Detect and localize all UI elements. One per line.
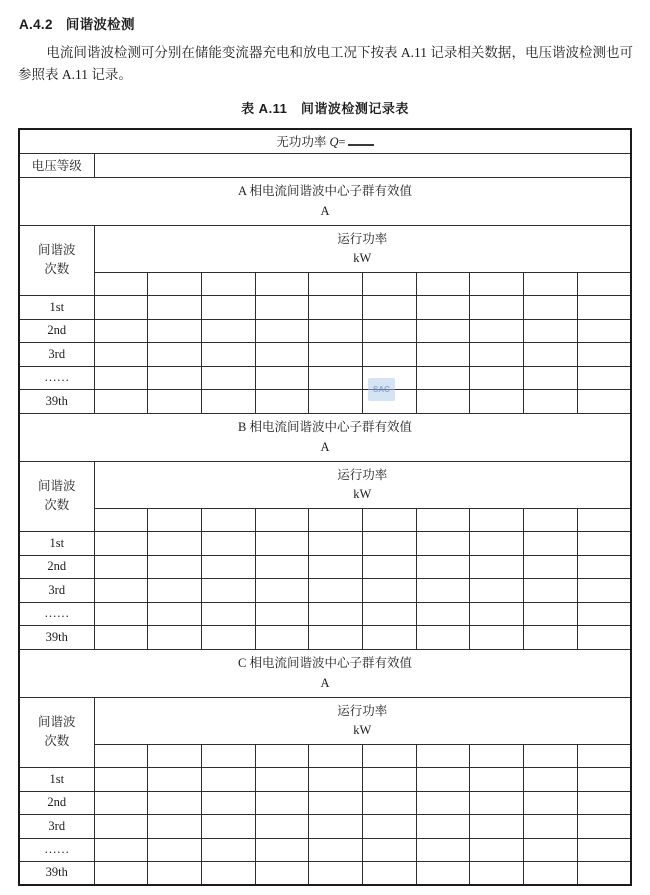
data-cell (524, 319, 578, 342)
power-value-row (19, 272, 631, 295)
power-value-cell (148, 744, 202, 767)
data-cell (148, 814, 202, 838)
data-cell (148, 555, 202, 578)
data-cell (524, 861, 578, 885)
operating-power-header: 运行功率 kW (94, 461, 631, 508)
data-cell (94, 861, 148, 885)
order-label: 39th (19, 625, 94, 649)
data-cell (94, 389, 148, 413)
power-value-cell (255, 508, 309, 531)
data-cell (255, 389, 309, 413)
data-cell (94, 625, 148, 649)
interharmonic-order-header: 间谐波 次数 (19, 697, 94, 767)
phase-c-header-row (19, 649, 631, 697)
data-cell (577, 861, 631, 885)
data-cell (148, 861, 202, 885)
body-paragraph: 电流间谐波检测可分别在储能变流器充电和放电工况下按表 A.11 记录相关数据，电压谐波检测也可参照表 A.11 记录。 (18, 45, 633, 82)
data-cell (470, 602, 524, 625)
data-cell (94, 319, 148, 342)
data-cell (309, 366, 363, 389)
data-cell (309, 555, 363, 578)
phase-a-header-row (19, 177, 631, 225)
voltage-level-value-cell (94, 153, 631, 177)
power-value-cell (362, 508, 416, 531)
data-cell (309, 838, 363, 861)
data-cell (470, 366, 524, 389)
power-value-cell (577, 508, 631, 531)
data-cell (148, 295, 202, 319)
operating-power-header: 运行功率 kW (94, 697, 631, 744)
data-cell (416, 625, 470, 649)
data-cell (309, 319, 363, 342)
data-cell (577, 767, 631, 791)
data-cell (416, 295, 470, 319)
data-cell (148, 602, 202, 625)
data-cell (255, 555, 309, 578)
power-value-cell (309, 272, 363, 295)
order-label: …… (19, 366, 94, 389)
data-cell (201, 625, 255, 649)
order-data-row (19, 578, 631, 602)
data-cell (148, 578, 202, 602)
voltage-level-row (19, 153, 631, 177)
data-cell (201, 791, 255, 814)
data-cell (416, 319, 470, 342)
data-cell (577, 602, 631, 625)
power-value-cell (362, 272, 416, 295)
data-cell (577, 389, 631, 413)
data-cell (309, 295, 363, 319)
data-cell (94, 295, 148, 319)
data-cell (524, 838, 578, 861)
data-cell (362, 861, 416, 885)
power-value-cell (309, 508, 363, 531)
data-cell (362, 767, 416, 791)
equals-sign: = (338, 135, 346, 150)
power-value-cell (201, 508, 255, 531)
power-value-cell (470, 508, 524, 531)
data-cell (362, 342, 416, 366)
power-value-cell (94, 508, 148, 531)
data-cell (201, 342, 255, 366)
data-cell (255, 319, 309, 342)
power-value-cell (362, 744, 416, 767)
data-cell (255, 531, 309, 555)
data-cell (524, 625, 578, 649)
data-cell (524, 814, 578, 838)
power-header-row (19, 461, 631, 508)
power-value-cell (148, 508, 202, 531)
data-cell (416, 791, 470, 814)
reactive-power-label: 无功功率 (276, 135, 327, 150)
order-label: …… (19, 838, 94, 861)
data-cell (201, 319, 255, 342)
data-cell (524, 602, 578, 625)
data-cell (201, 767, 255, 791)
section-heading-title: 间谐波检测 (65, 17, 135, 32)
data-cell (362, 319, 416, 342)
power-value-cell (148, 272, 202, 295)
order-data-row (19, 838, 631, 861)
power-value-cell (524, 272, 578, 295)
power-value-cell (255, 272, 309, 295)
record-table (18, 128, 632, 886)
data-cell (201, 838, 255, 861)
data-cell (148, 319, 202, 342)
data-cell (524, 791, 578, 814)
power-value-row (19, 744, 631, 767)
power-header-row (19, 697, 631, 744)
data-cell (577, 791, 631, 814)
data-cell (577, 531, 631, 555)
order-label: 1st (19, 531, 94, 555)
order-data-row (19, 531, 631, 555)
data-cell (362, 791, 416, 814)
power-value-cell (524, 508, 578, 531)
data-cell (416, 555, 470, 578)
power-header-row (19, 225, 631, 272)
data-cell (94, 366, 148, 389)
data-cell (362, 602, 416, 625)
data-cell (524, 342, 578, 366)
data-cell (309, 767, 363, 791)
data-cell (577, 319, 631, 342)
order-data-row (19, 295, 631, 319)
data-cell (309, 342, 363, 366)
reactive-power-row (19, 129, 631, 153)
power-value-cell (416, 272, 470, 295)
data-cell (577, 295, 631, 319)
data-cell (255, 767, 309, 791)
data-cell (470, 814, 524, 838)
power-value-cell (94, 744, 148, 767)
data-cell (470, 531, 524, 555)
data-cell (94, 814, 148, 838)
data-cell (148, 791, 202, 814)
table-caption: 表 A.11 间谐波检测记录表 (241, 101, 409, 116)
data-cell (470, 838, 524, 861)
data-cell (524, 295, 578, 319)
order-label: …… (19, 602, 94, 625)
data-cell (255, 295, 309, 319)
data-cell (362, 814, 416, 838)
order-label: 2nd (19, 319, 94, 342)
data-cell (416, 814, 470, 838)
data-cell (416, 767, 470, 791)
phase-c-section-header: C 相电流间谐波中心子群有效值 A (19, 649, 631, 697)
data-cell (148, 342, 202, 366)
interharmonic-order-header: 间谐波 次数 (19, 461, 94, 531)
power-value-cell (255, 744, 309, 767)
data-cell (470, 295, 524, 319)
data-cell (470, 578, 524, 602)
data-cell (94, 791, 148, 814)
data-cell (201, 295, 255, 319)
data-cell (416, 342, 470, 366)
data-cell (148, 366, 202, 389)
order-label: 2nd (19, 791, 94, 814)
data-cell (255, 814, 309, 838)
data-cell (255, 342, 309, 366)
data-cell (309, 625, 363, 649)
data-cell (470, 625, 524, 649)
power-value-cell (416, 744, 470, 767)
data-cell (94, 767, 148, 791)
data-cell (201, 602, 255, 625)
section-heading (0, 0, 650, 33)
data-cell (577, 625, 631, 649)
reactive-power-cell (19, 129, 631, 153)
data-cell (255, 578, 309, 602)
order-data-row (19, 625, 631, 649)
order-label: 39th (19, 389, 94, 413)
data-cell (470, 319, 524, 342)
data-cell (524, 767, 578, 791)
data-cell (577, 838, 631, 861)
power-value-cell (470, 272, 524, 295)
order-label: 39th (19, 861, 94, 885)
data-cell (148, 531, 202, 555)
voltage-level-label: 电压等级 (19, 153, 94, 177)
data-cell (201, 578, 255, 602)
data-cell (470, 342, 524, 366)
data-cell (577, 342, 631, 366)
data-cell (470, 555, 524, 578)
data-cell (255, 791, 309, 814)
data-cell (255, 838, 309, 861)
data-cell (201, 389, 255, 413)
reactive-power-symbol: Q (329, 135, 339, 150)
operating-power-header: 运行功率 kW (94, 225, 631, 272)
data-cell (201, 861, 255, 885)
order-label: 2nd (19, 555, 94, 578)
order-data-row (19, 555, 631, 578)
order-label: 3rd (19, 578, 94, 602)
data-cell (148, 838, 202, 861)
interharmonic-order-header: 间谐波 次数 (19, 225, 94, 295)
data-cell (416, 838, 470, 861)
data-cell (416, 389, 470, 413)
data-cell (94, 602, 148, 625)
power-value-cell (577, 272, 631, 295)
data-cell (524, 531, 578, 555)
power-value-cell (416, 508, 470, 531)
order-data-row (19, 814, 631, 838)
power-value-cell (201, 744, 255, 767)
power-value-cell (201, 272, 255, 295)
data-cell (309, 861, 363, 885)
data-cell (577, 366, 631, 389)
data-cell (148, 767, 202, 791)
data-cell (255, 625, 309, 649)
sac-watermark: SAC (368, 378, 395, 401)
data-cell (309, 389, 363, 413)
power-value-cell (577, 744, 631, 767)
data-cell (362, 578, 416, 602)
data-cell (524, 555, 578, 578)
section-heading-number: A.4.2 (19, 17, 53, 32)
data-cell (201, 555, 255, 578)
data-cell (362, 625, 416, 649)
data-cell (362, 366, 416, 389)
data-cell (577, 578, 631, 602)
order-label: 1st (19, 295, 94, 319)
order-data-row (19, 319, 631, 342)
phase-b-header-row (19, 413, 631, 461)
data-cell (148, 625, 202, 649)
data-cell (470, 389, 524, 413)
data-cell (309, 602, 363, 625)
data-cell (470, 861, 524, 885)
data-cell (309, 814, 363, 838)
order-data-row (19, 861, 631, 885)
data-cell (148, 389, 202, 413)
data-cell (201, 814, 255, 838)
data-cell (524, 366, 578, 389)
data-cell (416, 602, 470, 625)
power-value-cell (524, 744, 578, 767)
data-cell (255, 861, 309, 885)
data-cell (362, 838, 416, 861)
data-cell (470, 767, 524, 791)
data-cell (94, 838, 148, 861)
data-cell (416, 861, 470, 885)
data-cell (362, 389, 416, 413)
data-cell (309, 578, 363, 602)
power-value-row (19, 508, 631, 531)
order-data-row (19, 366, 631, 389)
data-cell (362, 295, 416, 319)
data-cell (577, 814, 631, 838)
data-cell (309, 531, 363, 555)
data-cell (94, 578, 148, 602)
data-cell (255, 602, 309, 625)
data-cell (94, 531, 148, 555)
data-cell (470, 791, 524, 814)
data-cell (416, 366, 470, 389)
data-cell (362, 555, 416, 578)
phase-b-section-header: B 相电流间谐波中心子群有效值 A (19, 413, 631, 461)
order-label: 3rd (19, 814, 94, 838)
data-cell (94, 342, 148, 366)
power-value-cell (470, 744, 524, 767)
data-cell (94, 555, 148, 578)
blank-line (348, 133, 374, 146)
order-data-row (19, 602, 631, 625)
data-cell (362, 531, 416, 555)
order-data-row (19, 389, 631, 413)
order-label: 3rd (19, 342, 94, 366)
order-data-row (19, 342, 631, 366)
order-label: 1st (19, 767, 94, 791)
data-cell (577, 555, 631, 578)
order-data-row (19, 767, 631, 791)
phase-a-section-header: A 相电流间谐波中心子群有效值 A (19, 177, 631, 225)
data-cell (416, 578, 470, 602)
data-cell (255, 366, 309, 389)
data-cell (524, 389, 578, 413)
power-value-cell (94, 272, 148, 295)
power-value-cell (309, 744, 363, 767)
data-cell (524, 578, 578, 602)
data-cell (416, 531, 470, 555)
data-cell (201, 366, 255, 389)
data-cell (201, 531, 255, 555)
order-data-row (19, 791, 631, 814)
data-cell (309, 791, 363, 814)
